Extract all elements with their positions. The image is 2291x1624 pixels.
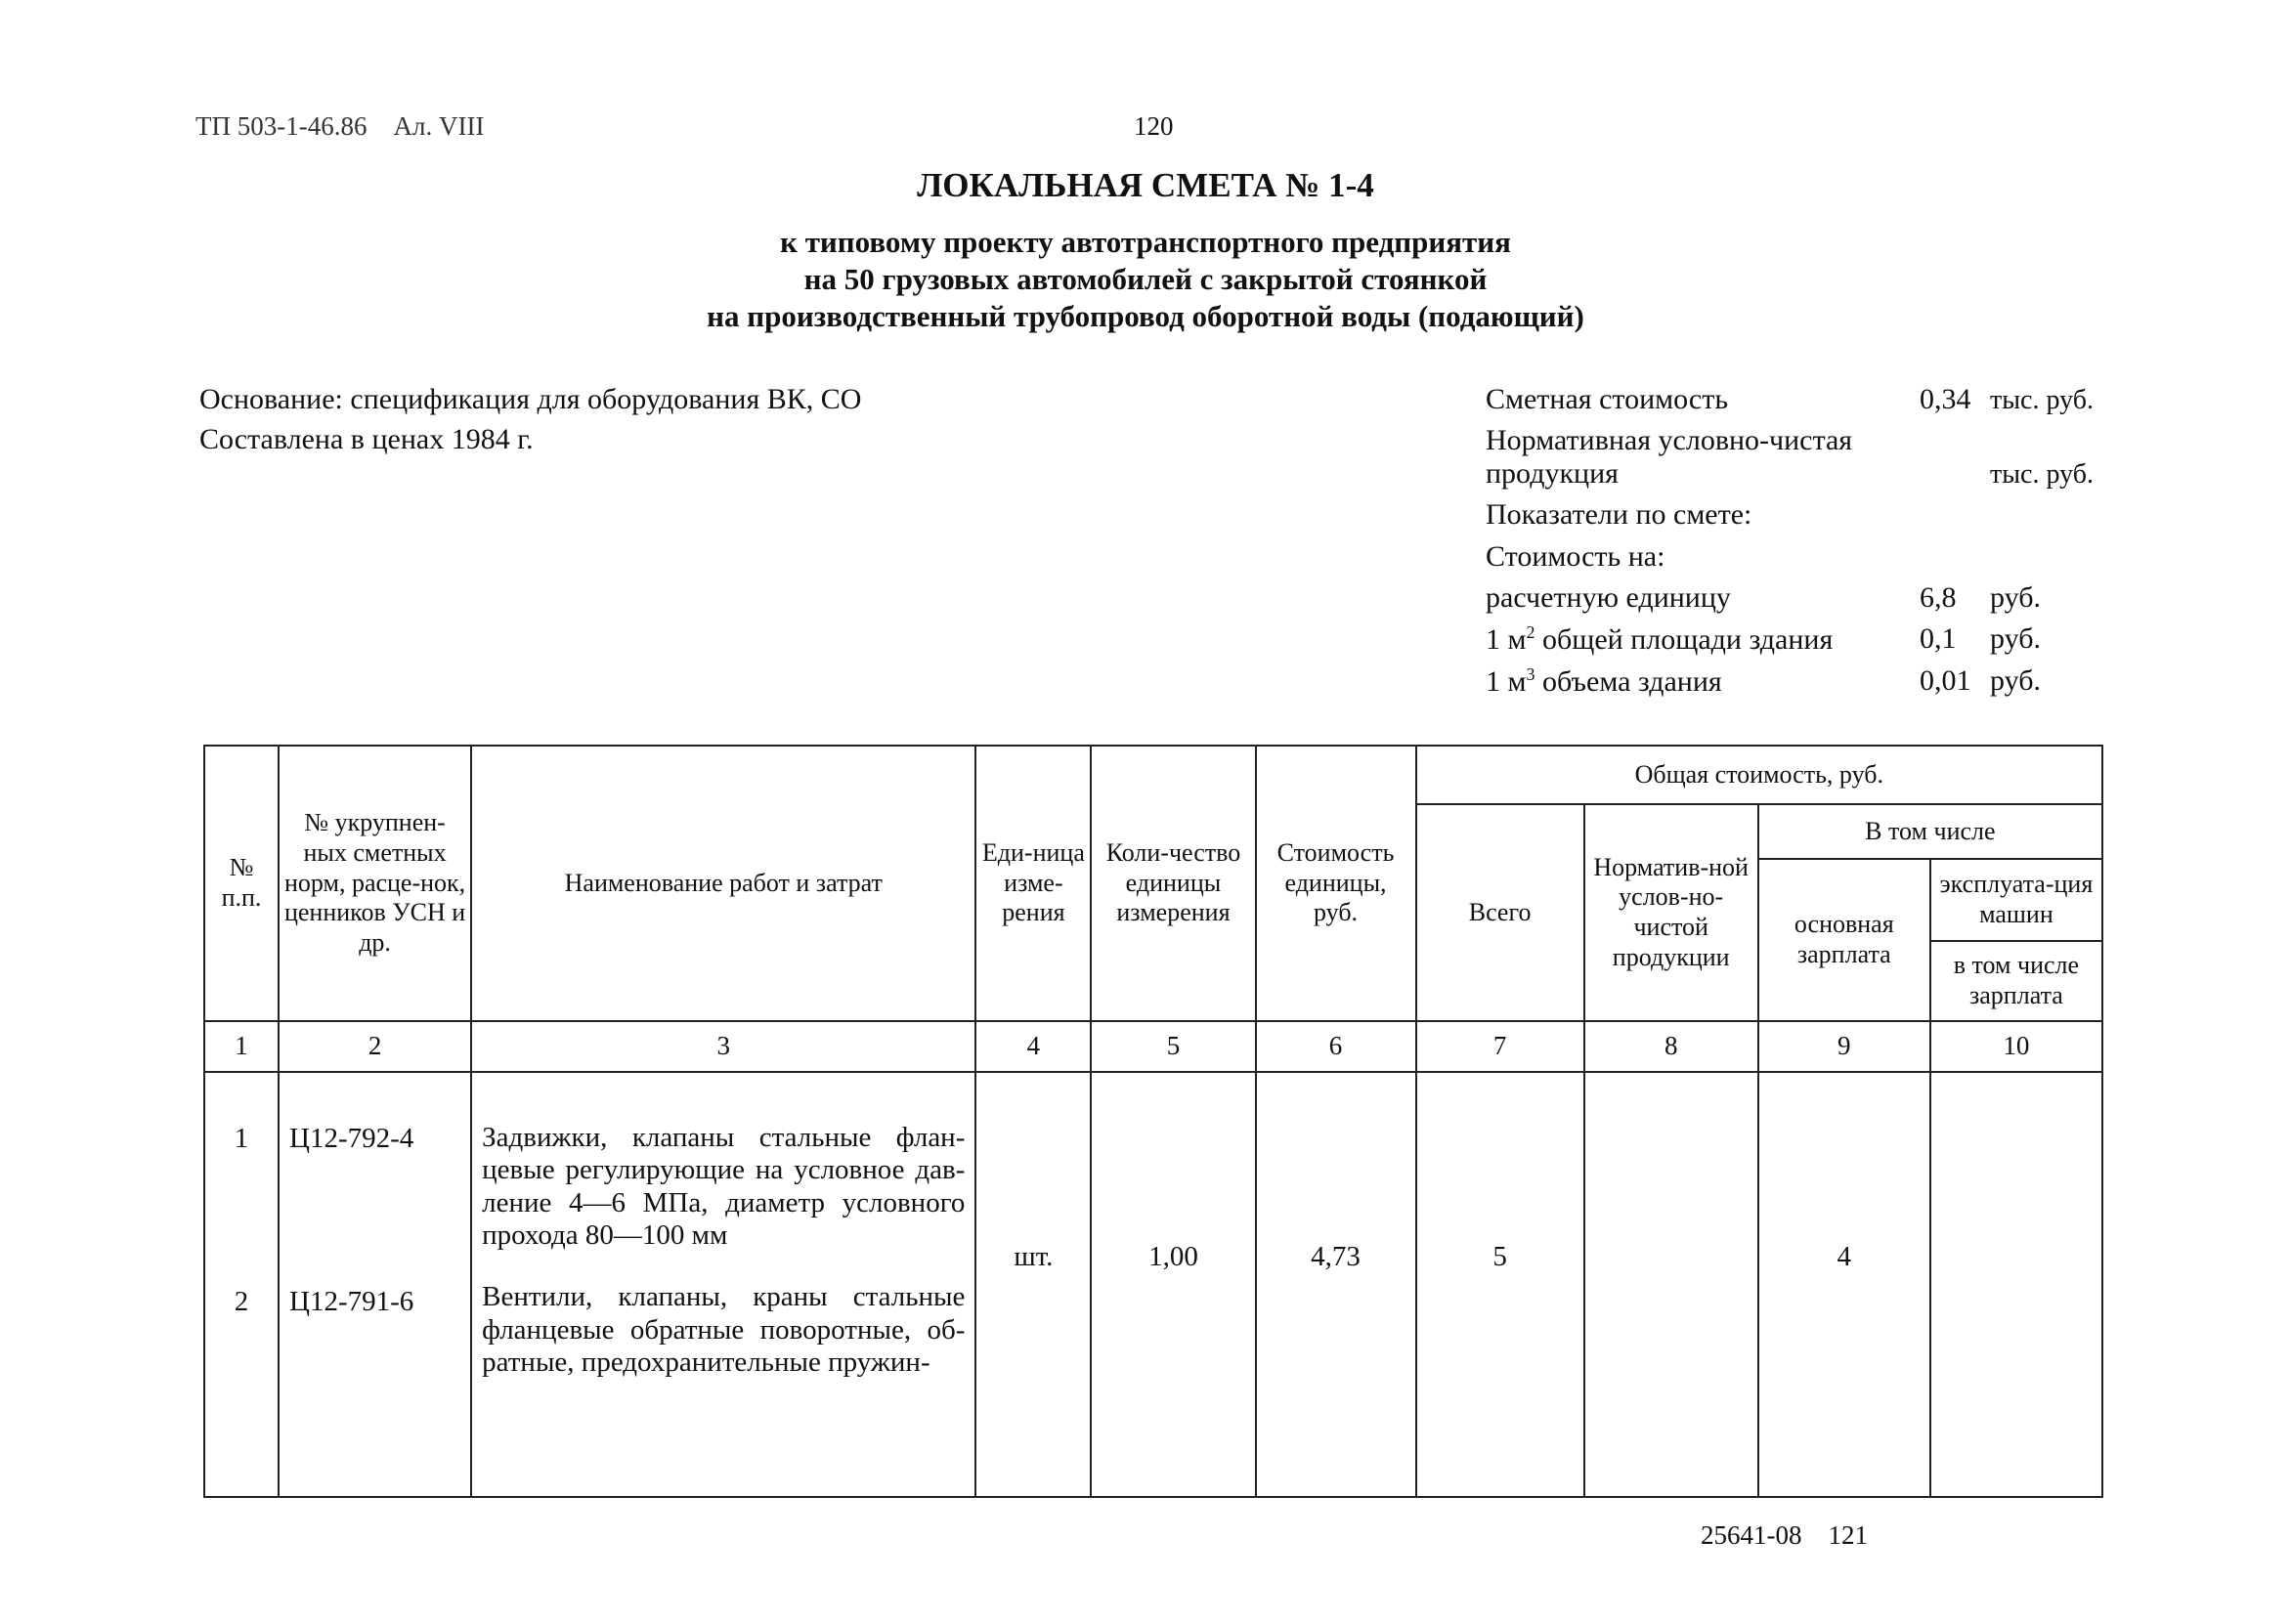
document-code xyxy=(195,111,484,142)
header-total-cost-group: Общая стоимость, руб. xyxy=(1416,746,2102,804)
unit-cost-value: 6,8 xyxy=(1920,581,1957,614)
footer xyxy=(1701,1520,1868,1551)
row-1-total: 5 xyxy=(1416,1072,1584,1497)
prices-year-line: Составлена в ценах 1984 г. xyxy=(199,423,534,455)
header-work-name: Наименование работ и затрат xyxy=(471,746,975,1021)
subtitle-line-3: на производственный трубопровод оборотной воды (подающий) xyxy=(707,299,1584,333)
col-number-6: 6 xyxy=(1256,1021,1416,1072)
header-quantity: Коли-чество единицы измерения xyxy=(1091,746,1255,1021)
area-cost-value: 0,1 xyxy=(1920,622,1957,655)
header-normative: Норматив-ной услов-но-чистой продукции xyxy=(1584,804,1758,1021)
volume-cost-unit: руб. xyxy=(1990,664,2041,697)
indicators-label: Показатели по смете: xyxy=(1486,498,1752,531)
subtitle-line-2: на 50 грузовых автомобилей с закрытой стоянкой xyxy=(803,262,1488,296)
col-number-9: 9 xyxy=(1758,1021,1930,1072)
page-number: 120 xyxy=(1134,111,1174,141)
row-2-code: Ц12-791-6 xyxy=(289,1286,414,1318)
row-1-unit-cost: 4,73 xyxy=(1256,1072,1416,1497)
col-number-10: 10 xyxy=(1930,1021,2102,1072)
row-1-salary: 4 xyxy=(1758,1072,1930,1497)
volume-cost-label: 1 $м^3$ объема здания xyxy=(1486,664,1722,698)
row-1-unit: шт. xyxy=(975,1072,1091,1497)
row-1-code: Ц12-792-4 xyxy=(289,1123,414,1154)
footer-code: 25641-08 xyxy=(1701,1520,1802,1550)
header-machines-salary: в том числе зарплата xyxy=(1930,941,2102,1021)
normative-label-2: продукция xyxy=(1486,457,1619,490)
estimated-cost-value: 0,34 xyxy=(1920,383,1971,415)
header-unit-cost: Стоимость единицы, руб. xyxy=(1256,746,1416,1021)
unit-cost-label: расчетную единицу xyxy=(1486,581,1731,614)
row-1-number: 1 xyxy=(234,1123,249,1154)
normative-label-1: Нормативная условно-чистая xyxy=(1486,424,1853,456)
col-number-1: 1 xyxy=(204,1021,279,1072)
row-1-machines xyxy=(1930,1072,2102,1497)
table-row xyxy=(204,1072,279,1497)
header-machines: эксплуата-ция машин xyxy=(1930,859,2102,941)
row-2-number: 2 xyxy=(234,1286,249,1318)
row-1-normative xyxy=(1584,1072,1758,1497)
col-number-8: 8 xyxy=(1584,1021,1758,1072)
cost-for-label: Стоимость на: xyxy=(1486,540,1665,573)
header-salary: основная зарплата xyxy=(1758,859,1930,1021)
area-cost-unit: руб. xyxy=(1990,622,2041,655)
row-2-description: Вентили, клапаны, краны стальные фланцевые обратные поворотные, об-ратные, предохранительные пружин- xyxy=(482,1281,966,1379)
volume-cost-value: 0,01 xyxy=(1920,664,1971,697)
page-title: ЛОКАЛЬНАЯ СМЕТА № 1-4 xyxy=(917,166,1374,204)
header-unit: Еди-ница изме-рения xyxy=(975,746,1091,1021)
col-number-4: 4 xyxy=(975,1021,1091,1072)
header-row-number: № п.п. xyxy=(204,746,279,1021)
estimated-cost-unit: тыс. руб. xyxy=(1990,385,2094,415)
unit-cost-unit: руб. xyxy=(1990,581,2041,614)
footer-page: 121 xyxy=(1828,1520,1868,1550)
header-total: Всего xyxy=(1416,804,1584,1021)
normative-unit: тыс. руб. xyxy=(1990,459,2094,490)
header-including-group: В том числе xyxy=(1758,804,2102,859)
subtitle-line-1: к типовому проекту автотранспортного предприятия xyxy=(780,225,1511,259)
estimate-table xyxy=(203,745,2103,1498)
area-cost-label: 1 $м^2$ общей площади здания xyxy=(1486,622,1834,656)
album-number: Ал. VIII xyxy=(393,111,485,141)
col-number-5: 5 xyxy=(1091,1021,1255,1072)
row-1-description: Задвижки, клапаны стальные флан-цевые регулирующие на условное дав-ление 4—6 МПа, диаметр условного прохода 80—100 мм xyxy=(482,1122,966,1252)
header-norm-code: № укрупнен-ных сметных норм, расце-нок, ценников УСН и др. xyxy=(279,746,471,1021)
col-number-3: 3 xyxy=(471,1021,975,1072)
doc-code: ТП 503-1-46.86 xyxy=(195,111,367,141)
col-number-2: 2 xyxy=(279,1021,471,1072)
basis-line: Основание: спецификация для оборудования ВК, СО xyxy=(199,383,862,415)
estimated-cost-label: Сметная стоимость xyxy=(1486,383,1729,415)
row-1-quantity: 1,00 xyxy=(1091,1072,1255,1497)
col-number-7: 7 xyxy=(1416,1021,1584,1072)
